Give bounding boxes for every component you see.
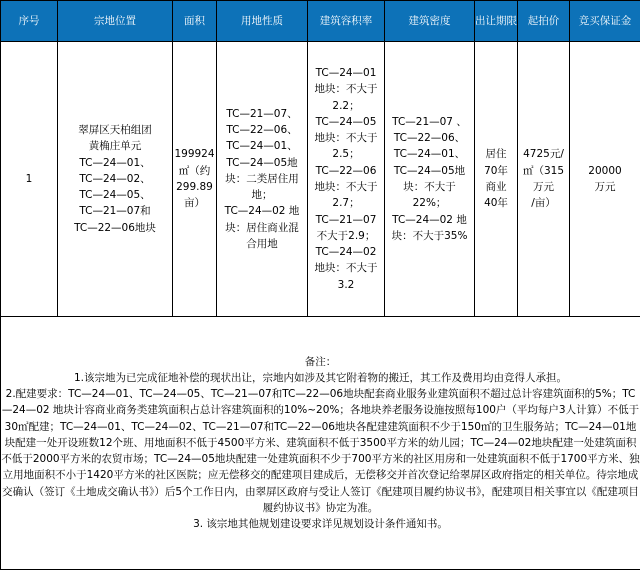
- cell-deposit: [570, 42, 640, 317]
- far-line: 3.2: [337, 278, 355, 291]
- area-line: 199924: [174, 148, 215, 161]
- land-use-line: TC—21—07、: [226, 107, 298, 120]
- table-header-row: [1, 1, 640, 42]
- term-line: 居住: [485, 148, 507, 161]
- land-use-line: TC—24—01、: [226, 140, 298, 153]
- land-use-line: TC—24—05地: [226, 156, 298, 169]
- note-item: 2.配建要求：TC—24—01、TC—24—05、TC—21—07和TC—22—06地块配套商业服务业建筑面积不超过总计容建筑面积的5%；TC—24—02 地块计容商业商务类建筑面积占总计容建筑面积的10%~20%；各地块养老服务设施按照每100户（平均每户3人计算）不低于30㎡配建；TC—24—01、TC—24—02、TC—21—07和TC—22—06地块各配建建筑面积不少于150㎡的卫生服务站；TC—24—01地块配建一处开设班数12个班、用地面积不低于4500平方米、建筑面积不低于3500平方米的幼儿园；TC—24—02地块配建一处建筑面积不低于2000平方米的农贸市场；TC—24—05地块配建一处建筑面积不少于700平方米的社区用房和一处建筑面积不低于1700平方米、独立用地面积不小于1420平方米的社区医院；应无偿移交的配建项目建成后，无偿移交并首次登记给翠屏区政府指定的相关单位。待宗地成交确认（签订《土地成交确认书》）后5个工作日内，由翠屏区政府与受让人签订《配建项目履约协议书》，配建项目相关事宜以《配建项目履约协议书》协定为准。: [1, 388, 640, 514]
- start-price-line: 万元: [533, 181, 554, 193]
- term-line: 40年: [484, 197, 508, 210]
- far-line: TC—24—02: [315, 246, 377, 259]
- far-line: 地块：不大于: [314, 132, 378, 145]
- density-line: TC—22—06、: [393, 132, 466, 145]
- far-line: 地块：不大于: [314, 83, 378, 96]
- header-floor-area-ratio: 建筑容积率: [308, 1, 385, 42]
- far-line: TC—22—06: [315, 164, 377, 177]
- area-line: 299.89: [176, 181, 213, 193]
- cell-term: [475, 42, 518, 317]
- far-line: 不大于2.9；: [316, 229, 376, 242]
- location-line: 翠屏区天柏组团: [78, 124, 152, 137]
- cell-land-use: [217, 42, 308, 317]
- cell-area: [173, 42, 217, 317]
- deposit-line: 20000: [588, 164, 622, 177]
- land-use-line: 地；: [251, 189, 273, 202]
- land-use-line: TC—24—02 地: [224, 205, 300, 218]
- header-start-price: 起拍价: [518, 1, 570, 42]
- location-line: TC—24—05、: [79, 189, 151, 202]
- start-price-line: 4725元/: [523, 148, 564, 161]
- land-use-line: 块：二类居住用: [225, 172, 299, 185]
- start-price-line: ㎡（315: [522, 164, 565, 177]
- note-item: 1.该宗地为已完成征地补偿的现状出让，宗地内如涉及其它附着物的搬迁，其工作及费用均由竞得人承担。: [73, 371, 568, 384]
- location-line: TC—24—01、: [79, 156, 151, 169]
- header-building-density: 建筑密度: [385, 1, 475, 42]
- cell-start-price: [518, 42, 570, 317]
- location-line: 黄桷庄单元: [88, 140, 142, 153]
- far-line: TC—24—05: [315, 115, 377, 128]
- area-line: 亩）: [184, 197, 205, 210]
- far-line: 2.5；: [332, 148, 360, 161]
- density-line: 块：不大于35%: [391, 229, 468, 242]
- location-line: TC—22—06地块: [74, 221, 156, 234]
- cell-index: 1: [1, 42, 58, 317]
- cell-location: [58, 42, 173, 317]
- header-land-use: 用地性质: [217, 1, 308, 42]
- density-line: TC—21—07 、: [392, 115, 467, 128]
- far-line: 地块：不大于: [314, 181, 378, 193]
- notes-title: 备注：: [304, 355, 337, 368]
- header-deposit: 竞买保证金: [570, 1, 640, 42]
- area-line: ㎡（约: [178, 164, 211, 177]
- land-use-line: 块：居住商业混: [225, 221, 299, 234]
- notes-row: [1, 317, 640, 570]
- far-line: 2.7；: [332, 197, 360, 210]
- cell-building-density: [385, 42, 475, 317]
- deposit-line: 万元: [594, 181, 616, 193]
- start-price-line: /亩）: [531, 197, 556, 210]
- far-line: TC—24—01: [315, 67, 377, 80]
- far-line: 2.2；: [332, 99, 360, 112]
- notes-cell: [1, 317, 640, 570]
- land-use-line: TC—22—06、: [226, 124, 298, 137]
- location-line: TC—21—07和: [79, 205, 151, 218]
- header-area: 面积: [173, 1, 217, 42]
- header-index: 序号: [1, 1, 58, 42]
- density-line: TC—24—01、: [393, 148, 466, 161]
- density-line: 块：不大于: [403, 181, 456, 193]
- density-line: TC—24—05地: [393, 164, 466, 177]
- cell-floor-area-ratio: [308, 42, 385, 317]
- land-use-line: 合用地: [246, 237, 278, 250]
- term-line: 商业: [485, 181, 507, 193]
- far-line: TC—21—07: [315, 213, 377, 226]
- header-term: 出让期限: [475, 1, 518, 42]
- note-item: 3. 该宗地其他规划建设要求详见规划设计条件通知书。: [193, 518, 448, 531]
- header-location: 宗地位置: [58, 1, 173, 42]
- table-row: [1, 42, 640, 317]
- density-line: TC—24—02 地: [392, 213, 467, 226]
- location-line: TC—24—02、: [79, 172, 151, 185]
- density-line: 22%；: [412, 197, 447, 210]
- term-line: 70年: [484, 164, 508, 177]
- far-line: 地块：不大于: [314, 262, 378, 275]
